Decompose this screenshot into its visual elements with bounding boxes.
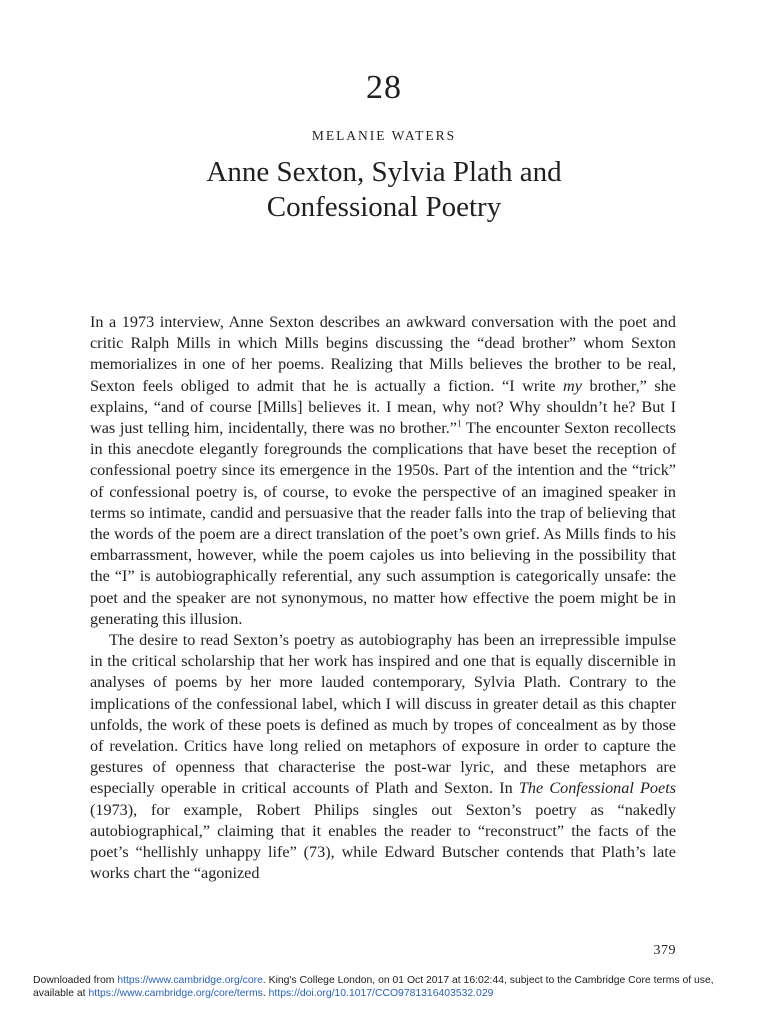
download-notice-separator: .: [262, 988, 269, 999]
paragraph-1-text-c: The encounter Sexton recollects in this anecdote elegantly foregrounds the complications that have beset the reception of confessional poetry since its emergence in the 1950s. Part of the intention and the “trick” of confessional poetry is, of course, to evoke the perspective of an imagined speaker in terms so intimate, candid and persuasive that the reader falls into the trap of believing that the words of the poem are a direct translation of the poet’s own grief. As Mills finds to his embarrassment, however, while the poem cajoles us into believing in the possibility that the “I” is autobiographically referential, any such assumption is categorically unsafe: the poet and the speaker are not synonymous, no matter how effective the poem might be in generating this illusion.: [90, 419, 676, 628]
paragraph-1-text-a: In a 1973 interview, Anne Sexton describes an awkward conversation with the poet and critic Ralph Mills in which Mills begins discussing the “dead brother” whom Sexton memorializes in one of her poems. Realizing that Mills believes the brother to be real, Sexton feels obliged to admit that he is actually a fiction. “I write: [90, 313, 676, 395]
paragraph-2-text-b: (1973), for example, Robert Philips singles out Sexton’s poetry as “nakedly autobiographical,” claiming that it enables the reader to “reconstruct” the facts of the poet’s “hellishly unhappy life” (73), while Edward Butscher contends that Plath’s late works chart the “agonized: [90, 800, 676, 883]
book-title-confessional-poets: The Confessional Poets: [518, 779, 676, 798]
paragraph-2: [90, 630, 676, 884]
download-notice-middle: . King's College London, on 01 Oct 2017 at 16:02:44, subject to the Cambridge Core terms of use, available at: [33, 975, 714, 999]
doi-link[interactable]: https://doi.org/10.1017/CCO9781316403532.029: [268, 988, 494, 999]
emphasis-my: my: [563, 376, 582, 395]
cambridge-terms-link[interactable]: https://www.cambridge.org/core/terms: [88, 988, 263, 999]
chapter-number: 28: [366, 69, 402, 106]
chapter-title: Anne Sexton, Sylvia Plath and Confessional Poetry: [206, 156, 562, 223]
download-notice: [33, 974, 753, 1000]
download-notice-prefix: Downloaded from: [33, 975, 118, 986]
cambridge-core-link[interactable]: https://www.cambridge.org/core: [117, 975, 263, 986]
paragraph-1: [90, 312, 676, 630]
paragraph-2-text-a: The desire to read Sexton’s poetry as autobiography has been an irrepressible impulse in the critical scholarship that her work has inspired and one that is equally discernible in analyses of poems by her more lauded contemporary, Sylvia Plath. Contrary to the implications of the confessional label, which I will discuss in greater detail as this chapter unfolds, the work of these poets is defined as much by tropes of concealment as by those of revelation. Critics have long relied on metaphors of exposure in order to capture the gestures of openness that characterise the post-war lyric, and these metaphors are especially operable in critical accounts of Plath and Sexton. In: [90, 631, 676, 798]
page-number: 379: [653, 943, 676, 958]
paragraph-1-text-b: brother,” she explains, “and of course [Mills] believes it. I mean, why not? Why shouldn’t he? But I was just telling him, incidentally, there was no brother.”: [90, 376, 676, 438]
footnote-ref-1[interactable]: 1: [457, 418, 462, 429]
chapter-author: MELANIE WATERS: [311, 128, 457, 143]
chapter-body: [90, 312, 676, 884]
